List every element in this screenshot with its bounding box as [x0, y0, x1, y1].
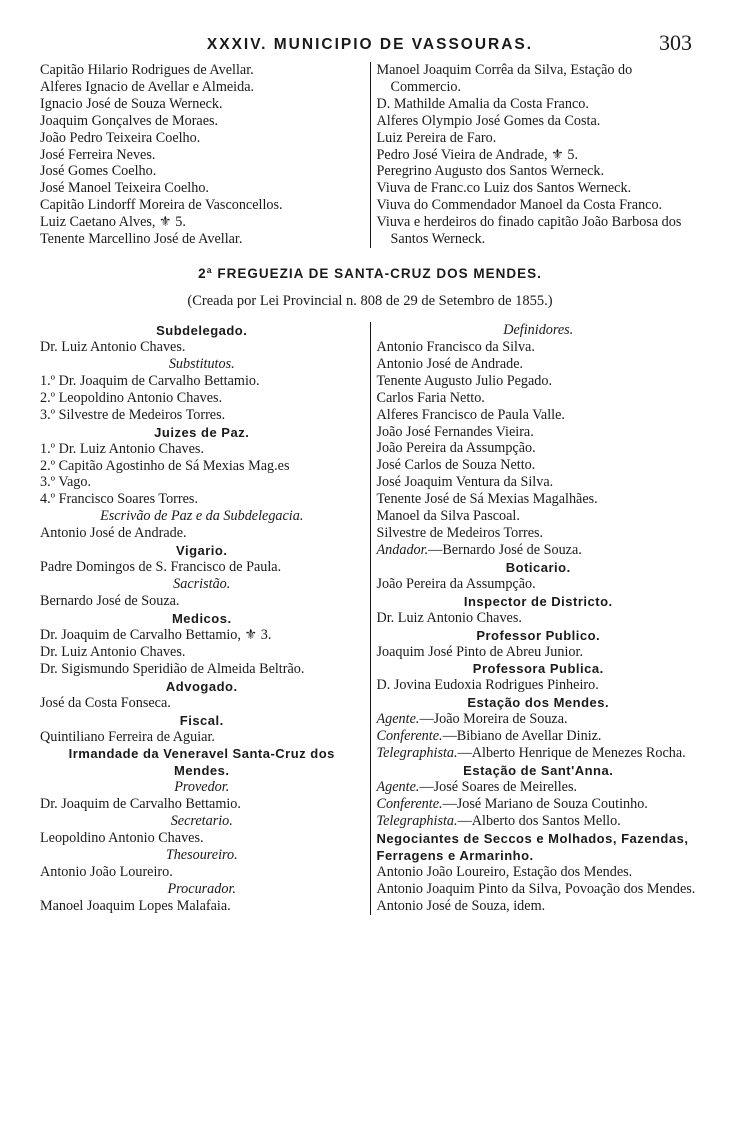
entry-fiscal: Quintiliano Ferreira de Aguiar. [40, 728, 215, 745]
entry-agente [377, 779, 701, 796]
heading-professor: Professor Publico. [476, 627, 601, 643]
list-item: Viuva do Commendador Manoel da Costa Franco. [376, 197, 663, 214]
list-item: José Joaquim Ventura da Silva. [376, 474, 554, 491]
heading-fiscal: Fiscal. [179, 712, 224, 728]
list-item: Antonio Joaquim Pinto da Silva, Povoação dos Mendes. [376, 880, 696, 897]
agente-name: —João Moreira de Souza. [419, 711, 568, 728]
heading-thesoureiro: Thesoureiro. [165, 847, 238, 864]
conferente-name: —José Mariano de Souza Coutinho. [442, 796, 648, 812]
page-number: 303 [659, 30, 692, 55]
section-body [40, 322, 700, 915]
heading-subdelegado: Subdelegado. [156, 322, 248, 338]
agente-name: —José Soares de Meirelles. [419, 779, 578, 796]
entry-professora: D. Jovina Eudoxia Rodrigues Pinheiro. [376, 677, 599, 694]
list-item: Alferes Ignacio de Avellar e Almeida. [40, 78, 255, 95]
entry-advogado: José da Costa Fonseca. [40, 694, 171, 711]
heading-professora: Professora Publica. [472, 661, 604, 677]
list-item: Antonio José de Andrade. [376, 355, 524, 372]
telegraphista-name: —Alberto Henrique de Menezes Rocha. [457, 745, 686, 762]
list-item: Luiz Pereira de Faro. [376, 129, 497, 146]
list-item: Manoel Joaquim Corrêa da Silva, Estação do Commercio. [376, 62, 633, 95]
list-item: José Manoel Teixeira Coelho. [40, 180, 209, 197]
list-item: José Ferreira Neves. [40, 146, 156, 163]
entry-subdelegado: Dr. Luiz Antonio Chaves. [40, 338, 186, 355]
heading-escrivao: Escrivão de Paz e da Subdelegacia. [100, 508, 304, 525]
page-header [40, 28, 700, 62]
entry-secretario: Leopoldino Antonio Chaves. [40, 830, 204, 847]
entry-professor: Joaquim José Pinto de Abreu Junior. [376, 643, 584, 660]
entry-escrivao: Antonio José de Andrade. [40, 525, 187, 542]
list-item: Luiz Caetano Alves, ⚜ 5. [40, 214, 186, 231]
entry-andador [377, 542, 701, 559]
agente-label: Agente. [376, 779, 420, 796]
heading-procurador: Procurador. [167, 881, 236, 898]
list-item: Alferes Francisco de Paula Valle. [376, 406, 565, 423]
list-item: Capitão Hilario Rodrigues de Avellar. [40, 62, 254, 78]
list-item: Silvestre de Medeiros Torres. [376, 524, 544, 541]
heading-definidores: Definidores. [503, 321, 574, 338]
entry-provedor: Dr. Joaquim de Carvalho Bettamio. [40, 796, 241, 813]
agente-label: Agente. [376, 711, 420, 728]
list-item: Dr. Sigismundo Speridião de Almeida Beltrão. [40, 660, 305, 677]
list-item: Antonio João Loureiro, Estação dos Mendes. [376, 863, 633, 880]
list-item: Manoel da Silva Pascoal. [376, 508, 520, 525]
list-item: Tenente Augusto Julio Pegado. [376, 372, 553, 389]
entry-conferente [377, 728, 701, 745]
conferente-label: Conferente. [376, 728, 443, 745]
heading-juizes: Juizes de Paz. [154, 424, 250, 440]
section-subtitle: (Creada por Lei Provincial n. 808 de 29 de Setembro de 1855.) [187, 292, 553, 309]
conferente-label: Conferente. [376, 796, 443, 812]
top-left-column [40, 62, 370, 248]
list-item: 2.º Capitão Agostinho de Sá Mexias Mag.es [40, 457, 290, 474]
list-item: Dr. Joaquim de Carvalho Bettamio, ⚜ 3. [40, 626, 272, 643]
list-item: 1.º Dr. Luiz Antonio Chaves. [40, 440, 204, 457]
entry-telegraphista [377, 745, 701, 762]
list-item: Pedro José Vieira de Andrade, ⚜ 5. [376, 146, 579, 163]
entry-agente [377, 711, 701, 728]
heading-estacao-mendes: Estação dos Mendes. [467, 695, 610, 711]
entry-procurador: Manoel Joaquim Lopes Malafaia. [40, 898, 231, 915]
entry-vigario: Padre Domingos de S. Francisco de Paula. [40, 559, 282, 576]
entry-conferente [377, 796, 701, 813]
entry-telegraphista [377, 813, 701, 830]
heading-medicos: Medicos. [171, 610, 232, 626]
list-item: José Carlos de Souza Netto. [376, 457, 536, 474]
heading-irmandade: Irmandade da Veneravel Santa-Cruz dos Mendes. [68, 746, 335, 779]
list-item: Ignacio José de Souza Werneck. [40, 95, 223, 112]
section-title: 2ª FREGUEZIA DE SANTA-CRUZ DOS MENDES. [198, 265, 542, 281]
heading-negociantes: Negociantes de Seccos e Molhados, Fazendas, Ferragens e Armarinho. [376, 830, 689, 863]
entry-boticario: João Pereira da Assumpção. [376, 575, 536, 592]
list-item: Tenente Marcellino José de Avellar. [40, 231, 243, 248]
telegraphista-label: Telegraphista. [376, 745, 458, 762]
list-item: João Pedro Teixeira Coelho. [40, 129, 201, 146]
list-item: 3.º Silvestre de Medeiros Torres. [40, 406, 226, 423]
list-item: Viuva e herdeiros do finado capitão João Barbosa dos Santos Werneck. [376, 214, 682, 248]
heading-vigario: Vigario. [176, 543, 228, 559]
left-column [40, 322, 370, 915]
page [40, 28, 700, 915]
list-item: José Gomes Coelho. [40, 163, 157, 180]
top-list [40, 62, 700, 248]
entry-thesoureiro: Antonio João Loureiro. [40, 864, 173, 881]
heading-boticario: Boticario. [505, 559, 571, 575]
conferente-name: —Bibiano de Avellar Diniz. [442, 728, 602, 745]
heading-advogado: Advogado. [165, 678, 238, 694]
telegraphista-label: Telegraphista. [376, 812, 458, 829]
list-item: 1.º Dr. Joaquim de Carvalho Bettamio. [40, 372, 260, 389]
list-item: Dr. Luiz Antonio Chaves. [40, 643, 186, 660]
entry-sacristao: Bernardo José de Souza. [40, 593, 180, 610]
list-item: Carlos Faria Netto. [376, 389, 485, 406]
heading-secretario: Secretario. [170, 813, 233, 830]
list-item: Capitão Lindorff Moreira de Vasconcellos. [40, 197, 283, 214]
list-item: 3.º Vago. [40, 474, 92, 491]
heading-provedor: Provedor. [174, 779, 230, 796]
heading-estacao-santanna: Estação de Sant'Anna. [463, 763, 614, 779]
telegraphista-name: —Alberto dos Santos Mello. [457, 812, 621, 829]
list-item: 2.º Leopoldino Antonio Chaves. [40, 389, 223, 406]
andador-label: Andador. [376, 541, 429, 558]
running-title: XXXIV. MUNICIPIO DE VASSOURAS. [206, 36, 534, 53]
heading-inspector: Inspector de Districto. [463, 593, 613, 609]
right-column [371, 322, 701, 915]
heading-substitutos: Substitutos. [168, 355, 235, 372]
heading-sacristao: Sacristão. [173, 576, 231, 593]
list-item: 4.º Francisco Soares Torres. [40, 491, 198, 508]
list-item: Alferes Olympio José Gomes da Costa. [376, 112, 601, 129]
list-item: D. Mathilde Amalia da Costa Franco. [376, 95, 589, 112]
list-item: João José Fernandes Vieira. [376, 423, 534, 440]
list-item: Joaquim Gonçalves de Moraes. [40, 112, 219, 129]
list-item: Viuva de Franc.co Luiz dos Santos Werneck. [376, 180, 632, 197]
list-item: Peregrino Augusto dos Santos Werneck. [376, 163, 605, 180]
entry-inspector: Dr. Luiz Antonio Chaves. [376, 609, 522, 626]
list-item: Antonio José de Souza, idem. [376, 897, 546, 914]
list-item: Antonio Francisco da Silva. [376, 338, 535, 355]
list-item: João Pereira da Assumpção. [376, 440, 536, 457]
top-right-column [371, 62, 701, 248]
andador-name: —Bernardo José de Souza. [428, 541, 582, 558]
list-item: Tenente José de Sá Mexias Magalhães. [376, 491, 598, 508]
